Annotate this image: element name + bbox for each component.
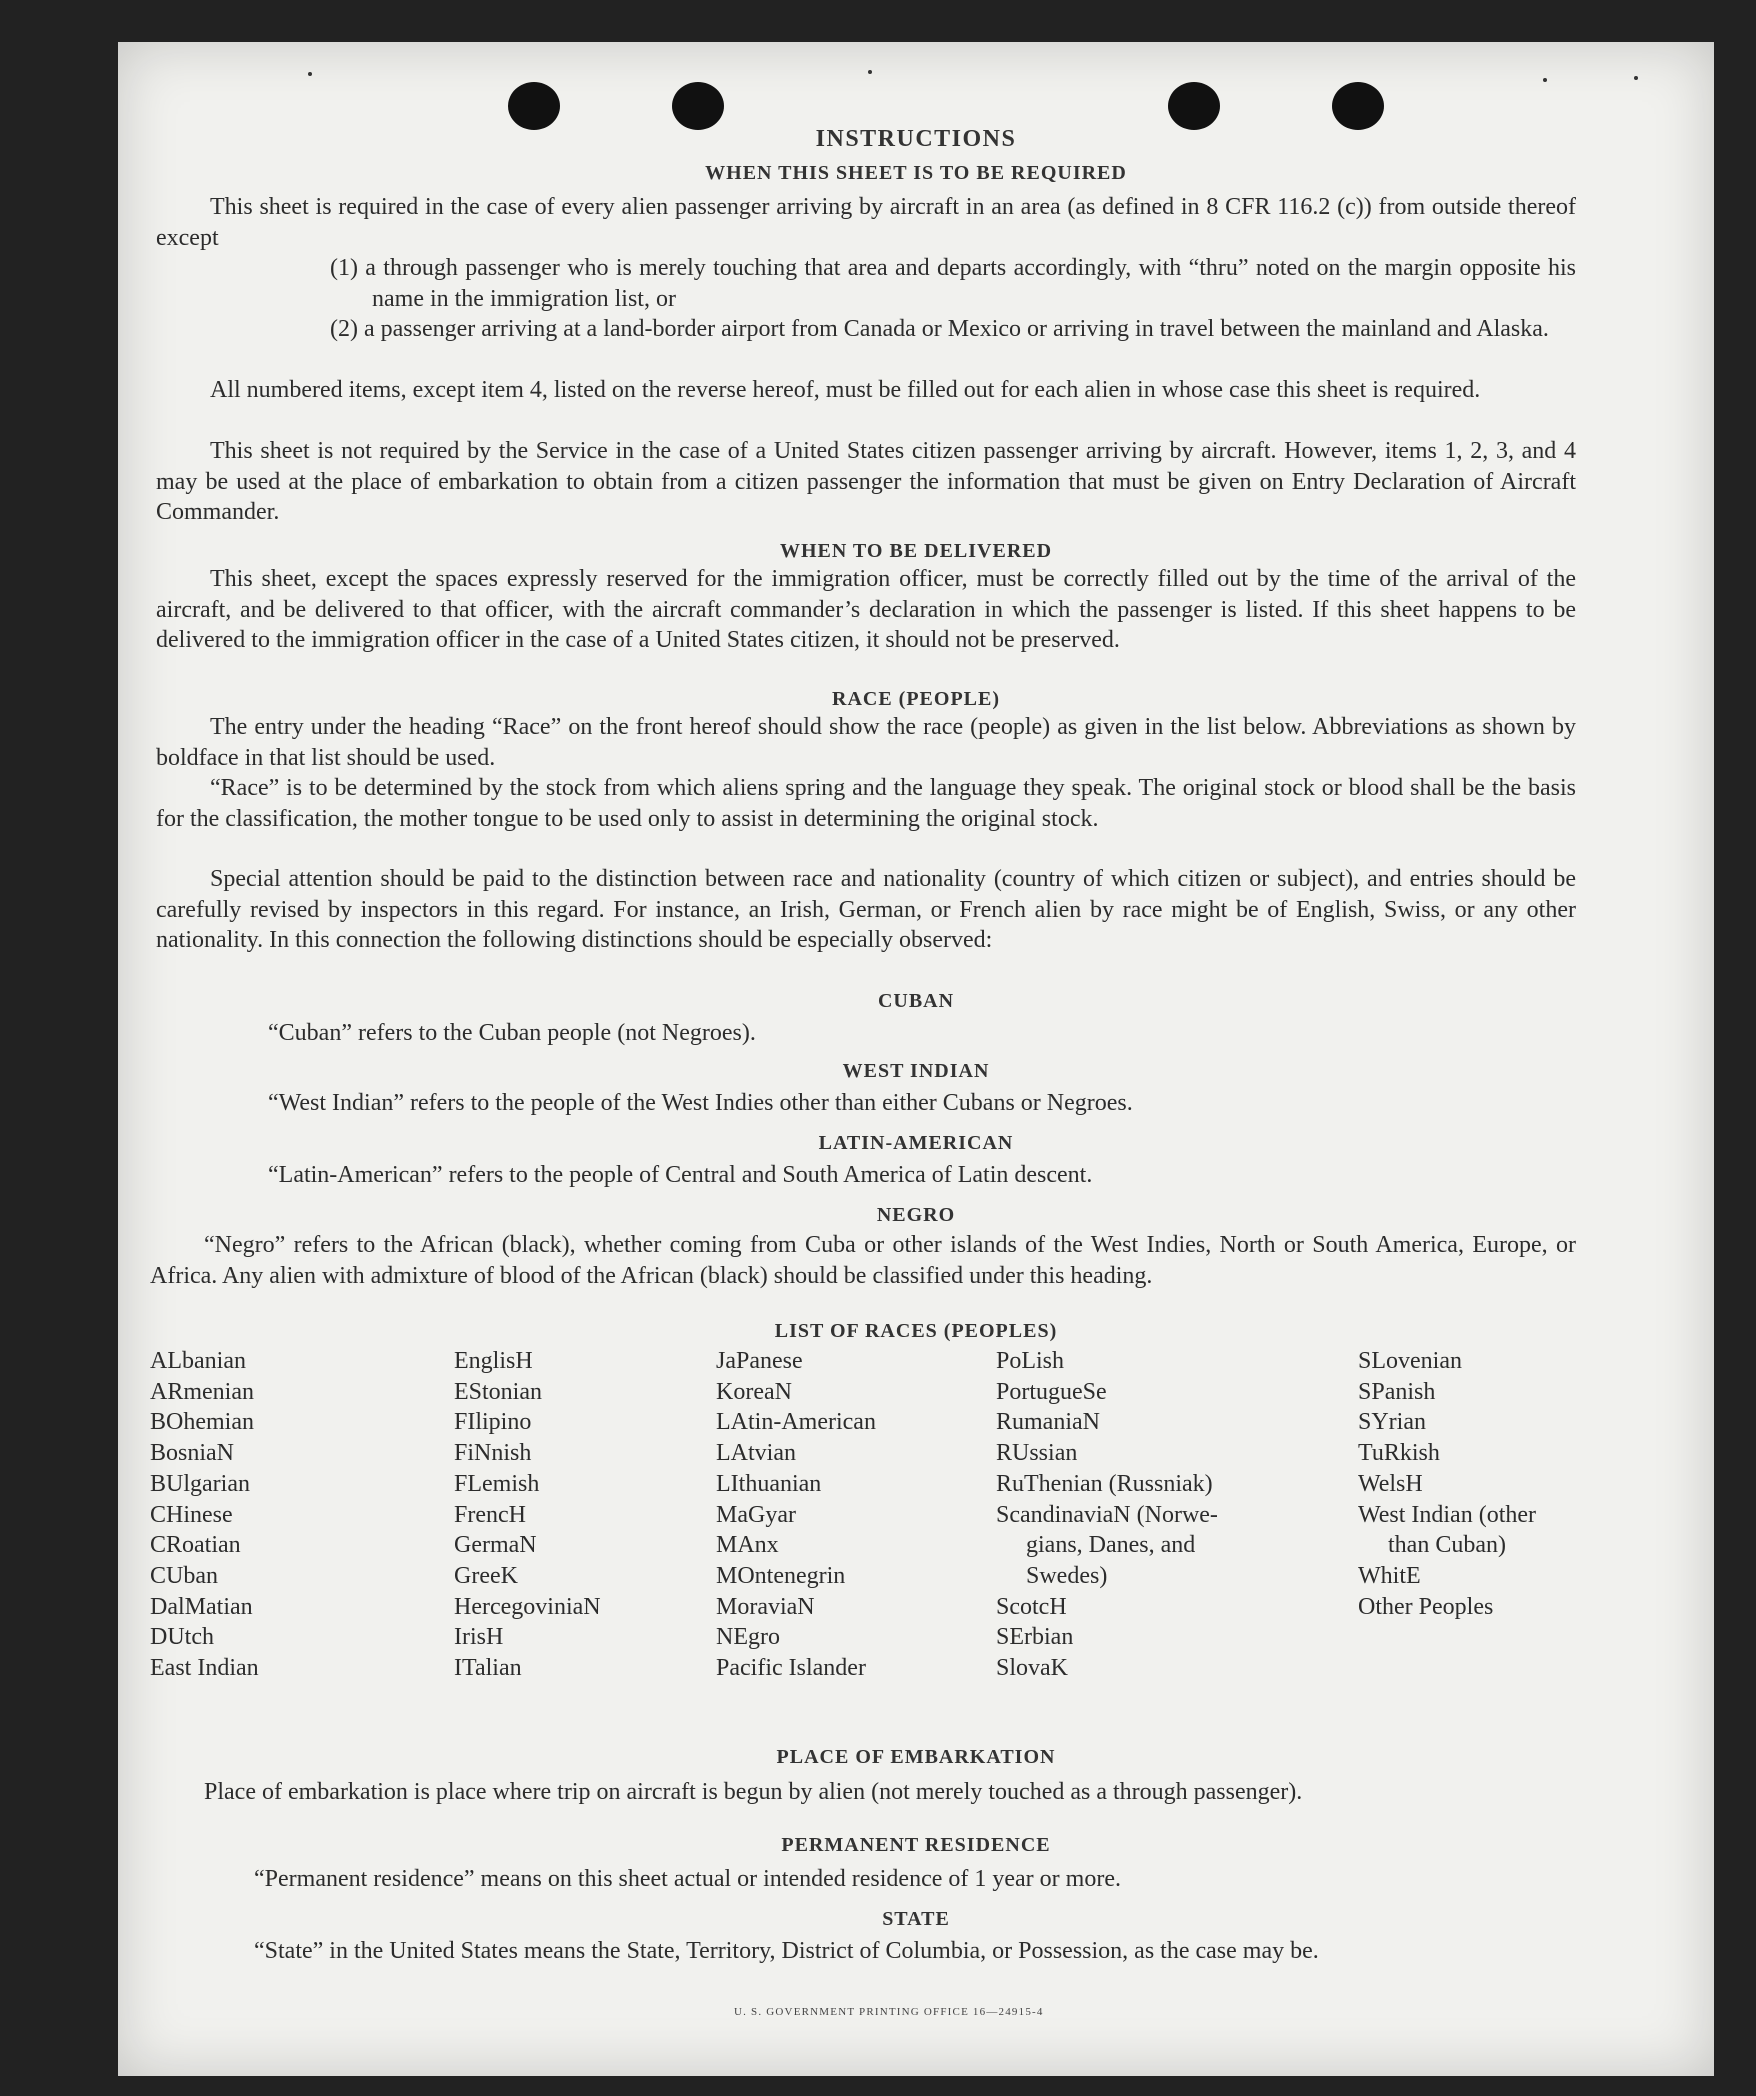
speck: [1634, 76, 1638, 80]
race-entry: PoLish: [996, 1348, 1065, 1374]
page-title: INSTRUCTIONS: [815, 126, 1017, 152]
paragraph: “State” in the United States means the State, Territory, District of Columbia, or Possession, as the case may be.: [254, 1938, 1319, 1964]
section-title-embarkation: PLACE OF EMBARKATION: [776, 1746, 1056, 1768]
race-entry: IrisH: [454, 1624, 504, 1651]
race-entry: ScotcH: [996, 1593, 1067, 1620]
race-entry: TuRkish: [1358, 1440, 1440, 1467]
race-entry: West Indian (other: [1358, 1501, 1537, 1528]
race-entry: LIthuanian: [716, 1470, 822, 1497]
race-entry: GermaN: [454, 1532, 537, 1559]
speck: [868, 70, 872, 74]
punch-hole: [672, 82, 724, 130]
punch-hole: [508, 82, 560, 130]
speck: [308, 72, 312, 76]
race-entry: RumaniaN: [996, 1409, 1100, 1436]
race-entry: NEgro: [716, 1624, 780, 1651]
paragraph: “Negro” refers to the African (black), whether coming from Cuba or other islands of the West Indies, North or South America, Europe, or Africa. Any alien with admixture of blood of the African (black) should be classified under this heading.: [150, 1232, 1576, 1289]
race-entry: Pacific Islander: [716, 1655, 866, 1682]
race-entry: LAtin-American: [716, 1409, 876, 1436]
section-title-race: RACE (PEOPLE): [832, 688, 1000, 710]
section-title-negro: NEGRO: [876, 1204, 956, 1226]
race-column: [454, 1346, 601, 1684]
race-entry: BUlgarian: [150, 1470, 250, 1497]
race-entry: BOhemian: [150, 1409, 254, 1436]
section-title-west-indian: WEST INDIAN: [842, 1060, 990, 1082]
race-entry: LAtvian: [716, 1440, 796, 1467]
paragraph: The entry under the heading “Race” on the front hereof should show the race (people) as given in the list below. Abbreviations as shown by boldface in that list should be used.: [156, 714, 1576, 771]
paragraph: “Latin-American” refers to the people of Central and South America of Latin descent.: [268, 1162, 1093, 1188]
paragraph: “Permanent residence” means on this sheet actual or intended residence of 1 year or more.: [254, 1866, 1121, 1892]
race-entry: MoraviaN: [716, 1593, 815, 1620]
race-entry: ScandinaviaN (Norwe-: [996, 1501, 1218, 1528]
race-entry: PortugueSe: [996, 1378, 1107, 1405]
section-title-cuban: CUBAN: [877, 990, 955, 1012]
race-column: [996, 1346, 1218, 1684]
paragraph: Special attention should be paid to the distinction between race and nationality (country of which citizen or subject), and entries should be carefully revised by inspectors in this regard. For instance, an Irish, German, or French alien by race might be of English, Swiss, or any other nationality. In this connection the following distinctions should be especially observed:: [156, 866, 1576, 953]
race-entry: FiNnish: [454, 1440, 532, 1467]
race-entry: ITalian: [454, 1655, 522, 1682]
race-entry: JaPanese: [716, 1348, 803, 1374]
section-title-delivered: WHEN TO BE DELIVERED: [779, 540, 1053, 562]
race-entry: RuThenian (Russniak): [996, 1470, 1213, 1497]
race-entry: SPanish: [1358, 1378, 1436, 1405]
punch-hole: [1332, 82, 1384, 130]
paragraph: Place of embarkation is place where trip on aircraft is begun by alien (not merely touched as a through passenger).: [204, 1779, 1303, 1805]
printer-footer: U. S. GOVERNMENT PRINTING OFFICE 16—24915-4: [734, 2006, 1044, 2018]
speck: [1543, 78, 1547, 82]
section-title-list-of-races: LIST OF RACES (PEOPLES): [774, 1320, 1058, 1342]
race-entry: ALbanian: [150, 1348, 246, 1374]
race-entry: HercegoviniaN: [454, 1593, 601, 1620]
section-title-permanent-residence: PERMANENT RESIDENCE: [781, 1834, 1051, 1856]
race-entry: FLemish: [454, 1470, 540, 1497]
race-entry: EStonian: [454, 1378, 542, 1405]
race-entry: MAnx: [716, 1532, 779, 1559]
race-entry: KoreaN: [716, 1378, 792, 1405]
race-entry: SLovenian: [1358, 1348, 1462, 1374]
section-title-state: STATE: [882, 1908, 950, 1930]
race-entry: than Cuban): [1388, 1532, 1506, 1559]
paragraph: “Race” is to be determined by the stock from which aliens spring and the language they speak. The original stock or blood shall be the basis for the classification, the mother tongue to be used only to assist in determining the original stock.: [156, 775, 1576, 832]
race-entry: RUssian: [996, 1440, 1078, 1467]
race-entry: MOntenegrin: [716, 1562, 846, 1589]
race-entry: MaGyar: [716, 1501, 796, 1528]
race-entry: DalMatian: [150, 1593, 253, 1620]
punch-hole: [1168, 82, 1220, 130]
paragraph: All numbered items, except item 4, listed on the reverse hereof, must be filled out for each alien in whose case this sheet is required.: [210, 377, 1481, 403]
race-entry: SlovaK: [996, 1655, 1068, 1682]
race-entry: SYrian: [1358, 1409, 1426, 1436]
race-entry: Swedes): [1026, 1562, 1108, 1589]
paragraph: “West Indian” refers to the people of the West Indies other than either Cubans or Negroes.: [268, 1090, 1133, 1116]
section-title-required: WHEN THIS SHEET IS TO BE REQUIRED: [705, 162, 1127, 184]
race-entry: CUban: [150, 1562, 218, 1589]
paragraph: This sheet is not required by the Service in the case of a United States citizen passenger arriving by aircraft. However, items 1, 2, 3, and 4 may be used at the place of embarkation to obtain from a citizen passenger the information that must be given on Entry Declaration of Aircraft Commander.: [156, 438, 1576, 525]
document-sheet: [118, 42, 1714, 2076]
race-entry: GreeK: [454, 1562, 518, 1589]
race-entry: FrencH: [454, 1501, 526, 1528]
race-column: [1358, 1346, 1536, 1622]
race-entry: CRoatian: [150, 1532, 241, 1559]
paragraph: This sheet, except the spaces expressly reserved for the immigration officer, must be correctly filled out by the time of the arrival of the aircraft, and be delivered to that officer, with the aircraft commander’s declaration in which the passenger is listed. If this sheet happens to be delivered to the immigration officer in the case of a United States citizen, it should not be preserved.: [156, 566, 1576, 653]
race-entry: FIlipino: [454, 1409, 532, 1436]
race-entry: SErbian: [996, 1624, 1074, 1651]
race-entry: DUtch: [150, 1624, 214, 1651]
race-entry: BosniaN: [150, 1440, 234, 1467]
race-entry: CHinese: [150, 1501, 233, 1528]
race-entry: gians, Danes, and: [1026, 1532, 1196, 1559]
race-column: [150, 1346, 259, 1684]
paragraph: This sheet is required in the case of every alien passenger arriving by aircraft in an area (as defined in 8 CFR 116.2 (c)) from outside thereof except: [156, 194, 1576, 251]
list-item: (2) a passenger arriving at a land-border airport from Canada or Mexico or arriving in travel between the mainland and Alaska.: [330, 316, 1549, 342]
race-entry: WhitE: [1358, 1562, 1421, 1589]
race-column: [716, 1346, 876, 1684]
race-entry: EnglisH: [454, 1348, 533, 1374]
race-entry: WelsH: [1358, 1470, 1423, 1497]
section-title-latin-american: LATIN-AMERICAN: [818, 1132, 1014, 1154]
list-item: (1) a through passenger who is merely touching that area and departs accordingly, with “thru” noted on the margin opposite his name in the immigration list, or: [330, 255, 1576, 312]
race-entry: East Indian: [150, 1655, 259, 1682]
race-entry: ARmenian: [150, 1378, 254, 1405]
paragraph: “Cuban” refers to the Cuban people (not Negroes).: [268, 1020, 756, 1046]
race-entry: Other Peoples: [1358, 1593, 1494, 1620]
